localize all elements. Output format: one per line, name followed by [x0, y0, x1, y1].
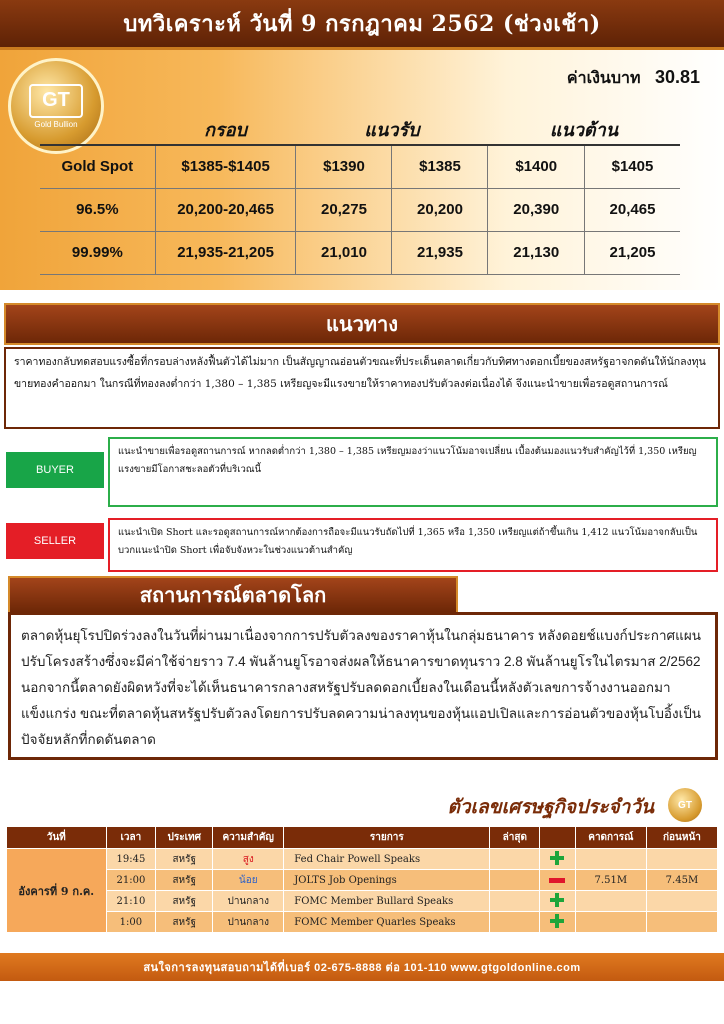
econ-previous — [646, 891, 717, 912]
econ-signal-cell — [540, 870, 576, 891]
econ-header: คาดการณ์ — [575, 827, 646, 849]
econ-country: สหรัฐ — [156, 870, 213, 891]
price-cell: 21,130 — [488, 231, 585, 274]
price-row-96-5 — [40, 188, 680, 231]
price-header-support: แนวรับ — [296, 115, 488, 145]
econ-latest — [490, 870, 540, 891]
buyer-advice: แนะนำขายเพื่อรอดูสถานการณ์ หากลดต่ำกว่า 1,380 – 1,385 เหรียญมองว่าแนวโน้มอาจเปลี่ยน เบื้องต้นมองแนวรับสำคัญไว้ที่ 1,350 เหรียญ แรงขายมีโอกาสชะลอตัวที่บริเวณนี้ — [108, 437, 718, 507]
econ-header: ความสำคัญ — [213, 827, 284, 849]
econ-previous — [646, 912, 717, 933]
econ-time: 19:45 — [106, 849, 156, 870]
econ-importance: ปานกลาง — [213, 891, 284, 912]
econ-header: ก่อนหน้า — [646, 827, 717, 849]
guideline-banner: แนวทาง — [4, 303, 720, 345]
econ-header: ประเทศ — [156, 827, 213, 849]
econ-header: รายการ — [284, 827, 490, 849]
price-cell: $1405 — [584, 145, 680, 188]
logo-subtext: Gold Bullion — [34, 119, 78, 129]
seller-advice: แนะนำเปิด Short และรอดูสถานการณ์หากต้องการถือจะมีแนวรับถัดไปที่ 1,365 หรือ 1,350 เหรียญแต่ถ้าขึ้นเกิน 1,412 แนวโน้มอาจกลับเป็นบวกแนะนำปิด Short เพื่อจับจังหวะในช่วงแนวต้านสำคัญ — [108, 518, 718, 572]
econ-importance: ปานกลาง — [213, 912, 284, 933]
price-cell: $1385-$1405 — [155, 145, 296, 188]
price-cell: 21,010 — [296, 231, 392, 274]
price-row-gold-spot — [40, 145, 680, 188]
price-cell: 21,935 — [392, 231, 488, 274]
econ-header — [540, 827, 576, 849]
price-cell: 96.5% — [40, 188, 155, 231]
exchange-rate-label: ค่าเงินบาท — [566, 70, 641, 87]
price-cell: 21,205 — [584, 231, 680, 274]
price-header-blank — [40, 115, 155, 145]
econ-signal-cell — [540, 849, 576, 870]
econ-forecast: 7.51M — [575, 870, 646, 891]
econ-event: FOMC Member Quarles Speaks — [284, 912, 490, 933]
price-cell: 20,275 — [296, 188, 392, 231]
minus-icon — [549, 878, 565, 883]
econ-header: วันที่ — [7, 827, 107, 849]
econ-forecast — [575, 891, 646, 912]
econ-forecast — [575, 849, 646, 870]
logo-text: GT — [29, 84, 83, 118]
econ-latest — [490, 912, 540, 933]
price-cell: 20,465 — [584, 188, 680, 231]
world-market-banner: สถานการณ์ตลาดโลก — [8, 576, 458, 614]
econ-importance: น้อย — [213, 870, 284, 891]
econ-country: สหรัฐ — [156, 891, 213, 912]
econ-country: สหรัฐ — [156, 912, 213, 933]
econ-importance: สูง — [213, 849, 284, 870]
price-cell: $1390 — [296, 145, 392, 188]
price-cell: Gold Spot — [40, 145, 155, 188]
econ-day: อังคารที่ 9 ก.ค. — [7, 849, 107, 933]
plus-icon — [550, 914, 564, 928]
econ-time: 21:10 — [106, 891, 156, 912]
world-market-text: ตลาดหุ้นยุโรปปิดร่วงลงในวันที่ผ่านมาเนื่องจากการปรับตัวลงของราคาหุ้นในกลุ่มธนาคาร หลังดอยช์แบงก์ประกาศแผนปรับโครงสร้างซึ่งจะมีค่าใช้จ่ายราว 7.4 พันล้านยูโรอาจส่งผลให้ธนาคารขาดทุนราว 2.8 พันล้านยูโรในไตรมาส 2/2562 นอกจากนี้ตลาดยังผิดหวังที่จะได้เห็นธนาคารกลางสหรัฐปรับลดดอกเบี้ยลงในเดือนนี้หลังตัวเลขการจ้างงานออกมาแข็งแกร่ง ขณะที่ตลาดหุ้นสหรัฐปรับตัวลงโดยการปรับลดความน่าลงทุนของหุ้นแอปเปิลและการอ่อนตัวของหุ้นโบอิ้งเป็นปัจจัยหลักที่กดดันตลาด — [8, 612, 718, 760]
econ-event: Fed Chair Powell Speaks — [284, 849, 490, 870]
price-cell: 99.99% — [40, 231, 155, 274]
econ-signal-cell — [540, 891, 576, 912]
price-cell: 20,200-20,465 — [155, 188, 296, 231]
report-title: บทวิเคราะห์ วันที่ 9 กรกฎาคม 2562 (ช่วงเช้า) — [0, 0, 724, 50]
econ-time: 21:00 — [106, 870, 156, 891]
econ-calendar-table — [6, 826, 718, 933]
price-cell: $1385 — [392, 145, 488, 188]
gt-small-logo: GT — [668, 788, 702, 822]
plus-icon — [550, 893, 564, 907]
econ-latest — [490, 849, 540, 870]
seller-tag: SELLER — [6, 523, 104, 559]
contact-footer: สนใจการลงทุนสอบถามได้ที่เบอร์ 02-675-8888 ต่อ 101-110 www.gtgoldonline.com — [0, 953, 724, 981]
econ-calendar-title: ตัวเลขเศรษฐกิจประจำวัน — [447, 796, 654, 818]
price-cell: 21,935-21,205 — [155, 231, 296, 274]
econ-country: สหรัฐ — [156, 849, 213, 870]
price-header-resistance: แนวต้าน — [488, 115, 680, 145]
price-cell: 20,200 — [392, 188, 488, 231]
econ-header: ล่าสุด — [490, 827, 540, 849]
econ-event: FOMC Member Bullard Speaks — [284, 891, 490, 912]
econ-time: 1:00 — [106, 912, 156, 933]
exchange-rate-value: 30.81 — [654, 67, 700, 87]
price-cell: $1400 — [488, 145, 585, 188]
price-cell: 20,390 — [488, 188, 585, 231]
guideline-text: ราคาทองกลับทดสอบแรงซื้อที่กรอบล่างหลังฟื้นตัวได้ไม่มาก เป็นสัญญาณอ่อนตัวขณะที่ประเด็นตลาดเกี่ยวกับทิศทางดอกเบี้ยของสหรัฐอาจกดดันให้นักลงทุนขายทองคำออกมา ในกรณีที่ทองลงต่ำกว่า 1,380 – 1,385 เหรียญจะมีแรงขายให้ราคาทองปรับตัวลงต่อเนื่องได้ จึงแนะนำขายเพื่อรอดูสถานการณ์ — [4, 347, 720, 429]
econ-row — [7, 849, 718, 870]
econ-row — [7, 912, 718, 933]
buyer-tag: BUYER — [6, 452, 104, 488]
price-range-table — [40, 115, 680, 275]
exchange-rate — [567, 66, 700, 91]
econ-latest — [490, 891, 540, 912]
econ-previous: 7.45M — [646, 870, 717, 891]
price-header-range: กรอบ — [155, 115, 296, 145]
econ-header: เวลา — [106, 827, 156, 849]
econ-forecast — [575, 912, 646, 933]
econ-event: JOLTS Job Openings — [284, 870, 490, 891]
price-row-99-99 — [40, 231, 680, 274]
econ-previous — [646, 849, 717, 870]
econ-signal-cell — [540, 912, 576, 933]
econ-row — [7, 891, 718, 912]
econ-row — [7, 870, 718, 891]
plus-icon — [550, 851, 564, 865]
